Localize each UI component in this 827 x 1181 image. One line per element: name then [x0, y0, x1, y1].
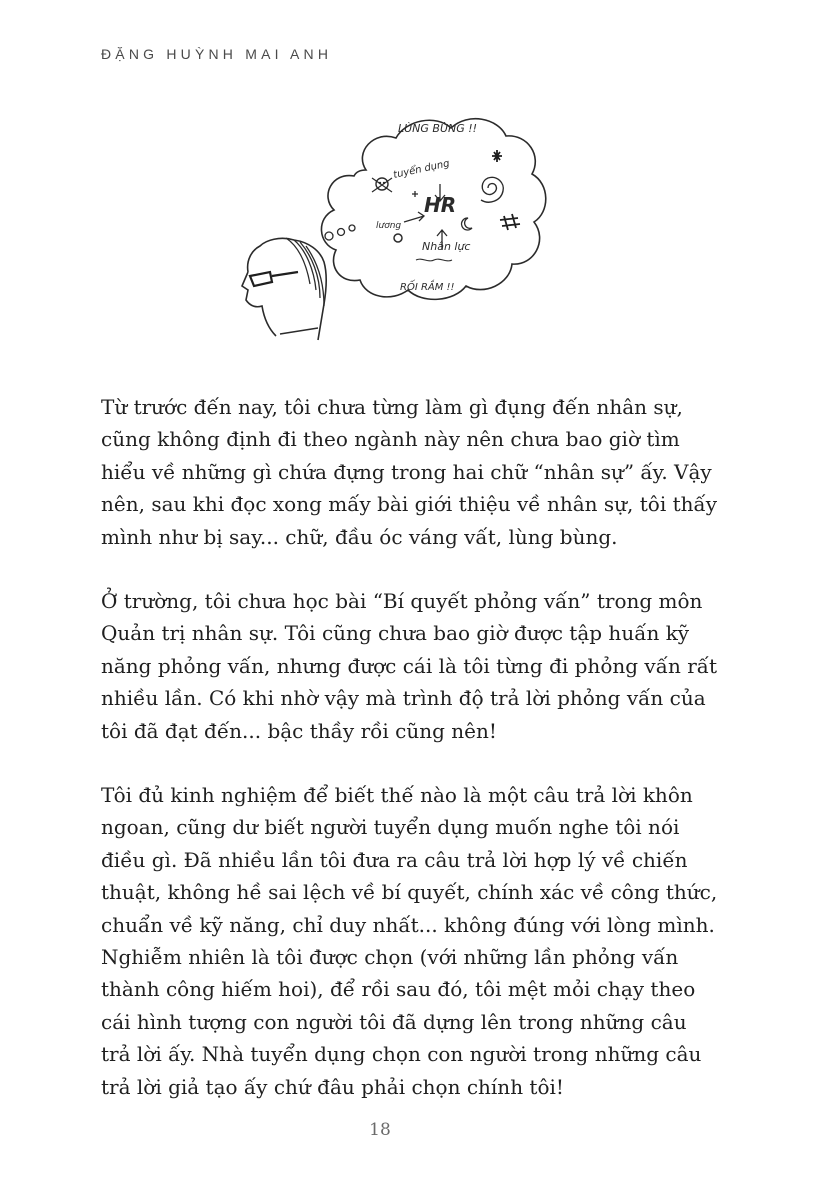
running-header: ĐẶNG HUỲNH MAI ANH [101, 46, 333, 62]
thought-bubble-illustration [236, 100, 552, 346]
coin-doodle [394, 234, 402, 242]
head-profile [242, 238, 326, 340]
sketch-word-hr: HR [424, 193, 457, 217]
paragraph-1 [101, 391, 718, 553]
paragraph-line: hiểu về những gì chứa đựng trong hai chữ “nhân sự” ấy. Vậy [101, 459, 712, 484]
thought-circle-2 [338, 229, 345, 236]
paragraph-line: trả lời giả tạo ấy chứ đâu phải chọn chính tôi! [101, 1074, 564, 1099]
paragraph-line: cái hình tượng con người tôi đã dựng lên trong những câu [101, 1009, 687, 1034]
paragraph-line: cũng không định đi theo ngành này nên chưa bao giờ tìm [101, 427, 680, 452]
spiral-doodle [481, 177, 503, 202]
sketch-word-salary: lương [376, 221, 402, 231]
sketch-word-bottom: RỐI RẮM !! [400, 282, 455, 293]
sketch-word-staff: Nhân lực [422, 240, 471, 253]
paragraph-line: mình như bị say... chữ, đầu óc váng vất, lùng bùng. [101, 524, 618, 549]
paragraph-line: Tôi đủ kinh nghiệm để biết thế nào là một câu trả lời khôn [101, 783, 693, 807]
arrow-right-doodle [404, 212, 424, 222]
paragraph-line: tôi đã đạt đến... bậc thầy rồi cũng nên! [101, 718, 497, 743]
paragraph-line: ngoan, cũng dư biết người tuyển dụng muốn nghe tôi nói [101, 815, 680, 840]
paragraph-line: Nghiễm nhiên là tôi được chọn (với những lần phỏng vấn [101, 945, 679, 970]
sketch-word-top: LÙNG BÙNG !! [398, 122, 478, 135]
paragraph-line: nhiều lần. Có khi nhờ vậy mà trình độ trả lời phỏng vấn của [101, 686, 706, 711]
glasses [250, 272, 298, 286]
paragraph-line: điều gì. Đã nhiều lần tôi đưa ra câu trả lời hợp lý về chiến [101, 847, 688, 872]
sketch-drawing [236, 100, 552, 346]
paragraph-3 [101, 779, 718, 1103]
paragraph-line: thuật, không hề sai lệch về bí quyết, chính xác về công thức, [101, 880, 718, 905]
plus-doodle [412, 191, 418, 197]
page-number: 18 [369, 1120, 391, 1140]
paragraph-line: Ở trường, tôi chưa học bài “Bí quyết phỏng vấn” trong môn [101, 589, 703, 613]
paragraph-line: trả lời ấy. Nhà tuyển dụng chọn con người trong những câu [101, 1042, 702, 1067]
paragraph-line: chuẩn về kỹ năng, chỉ duy nhất... không đúng với lòng mình. [101, 912, 715, 937]
sketch-word-recruit: tuyển dụng [392, 158, 451, 181]
moon-doodle [462, 218, 472, 230]
star-doodle [492, 150, 502, 162]
paragraph-line: Từ trước đến nay, tôi chưa từng làm gì đụng đến nhân sự, [101, 395, 683, 419]
paragraph-line: nên, sau khi đọc xong mấy bài giới thiệu về nhân sự, tôi thấy [101, 492, 718, 517]
squiggle-underline [416, 259, 452, 261]
shoulder-line [280, 328, 318, 334]
paragraph-2 [101, 585, 718, 747]
thought-circle-3 [349, 225, 355, 231]
hash-doodle [500, 214, 520, 230]
thought-circle-1 [325, 232, 333, 240]
paragraph-line: Quản trị nhân sự. Tôi cũng chưa bao giờ được tập huấn kỹ [101, 621, 690, 646]
paragraph-line: thành công hiếm hoi), để rồi sau đó, tôi mệt mỏi chạy theo [101, 977, 696, 1002]
paragraph-line: năng phỏng vấn, nhưng được cái là tôi từng đi phỏng vấn rất [101, 653, 718, 678]
